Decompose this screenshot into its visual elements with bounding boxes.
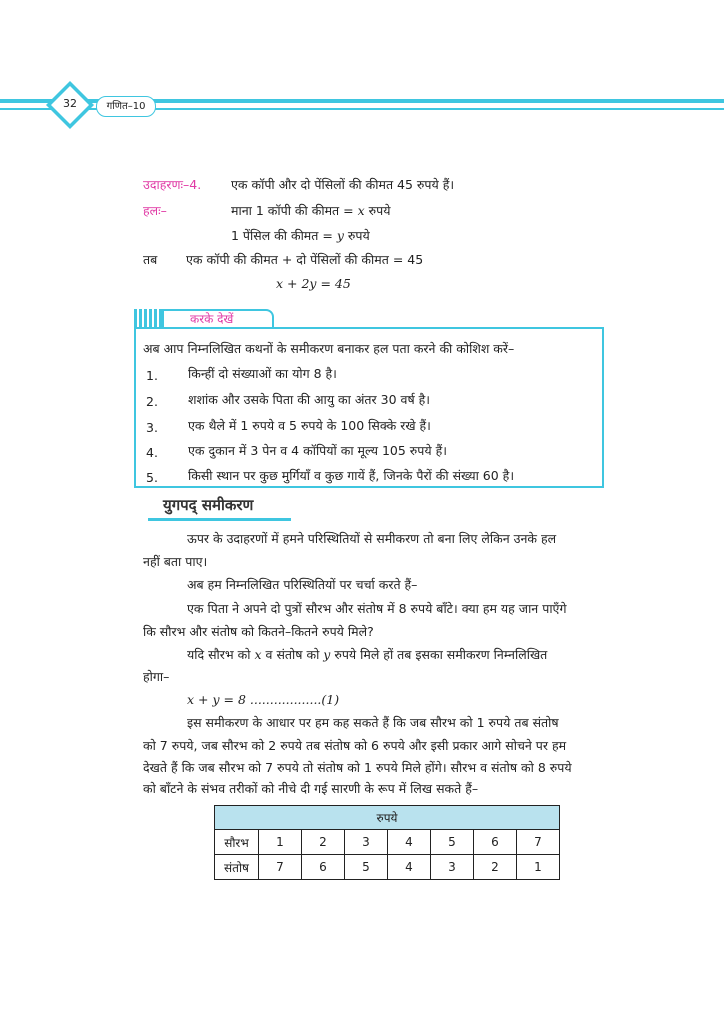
table-cell: 7 — [517, 830, 560, 855]
assumption-line-1 — [231, 203, 391, 219]
table-cell: 5 — [431, 830, 474, 855]
table-cell: 3 — [431, 855, 474, 880]
try-box-title: करके देखें — [162, 309, 274, 328]
table-cell: 6 — [302, 855, 345, 880]
paragraph-2: अब हम निम्नलिखित परिस्थितियों पर चर्चा करते हैं– — [187, 577, 418, 592]
assumption-line-2 — [231, 228, 370, 244]
try-item-text: किसी स्थान पर कुछ मुर्गियाँ व कुछ गायें हैं, जिनके पैरों की संख्या 60 है। — [188, 468, 515, 483]
table-cell: 2 — [302, 830, 345, 855]
example-statement: एक कॉपी और दो पेंसिलों की कीमत 45 रुपये हैं। — [231, 177, 455, 192]
paragraph-1-line-2: नहीं बता पाए। — [143, 554, 208, 569]
table-cell: 4 — [388, 855, 431, 880]
try-item-num: 5. — [146, 470, 158, 485]
paragraph-4-line-1 — [187, 647, 547, 663]
table-cell: 3 — [345, 830, 388, 855]
paragraph-1-line-1: ऊपर के उदाहरणों में हमने परिस्थितियों से समीकरण तो बना लिए लेकिन उनके हल — [187, 531, 557, 546]
var-y: y — [323, 647, 331, 662]
row-label: संतोष — [215, 855, 259, 880]
equation-1: x + y = 8 ..................(1) — [187, 692, 340, 707]
try-item-num: 1. — [146, 368, 158, 383]
table-header: रुपये — [215, 806, 560, 830]
p4-text-a: यदि सौरभ को — [187, 647, 251, 662]
equation-x-2y: x + 2y = 45 — [276, 276, 351, 291]
table-cell: 4 — [388, 830, 431, 855]
paragraph-5-line-4: को बाँटने के संभव तरीकों को नीचे दी गई सारणी के रूप में लिख सकते हैं– — [143, 781, 479, 796]
try-item-num: 2. — [146, 394, 158, 409]
assumption-1-unit: रुपये — [368, 203, 391, 218]
paragraph-3-line-2: कि सौरभ और संतोष को कितने–कितने रुपये मिले? — [143, 624, 374, 639]
assumption-2-text: 1 पेंसिल की कीमत = — [231, 228, 333, 243]
paragraph-5-line-2: को 7 रुपये, जब सौरभ को 2 रुपये तब संतोष को 6 रुपये और इसी प्रकार आगे सोचने पर हम — [143, 738, 567, 753]
try-item-text: शशांक और उसके पिता की आयु का अंतर 30 वर्ष है। — [188, 392, 431, 407]
var-x: x — [254, 647, 262, 662]
then-text: एक कॉपी की कीमत + दो पेंसिलों की कीमत = 45 — [186, 252, 424, 267]
paragraph-3-line-1: एक पिता ने अपने दो पुत्रों सौरभ और संतोष में 8 रुपये बाँटे। क्या हम यह जान पाएँगे — [187, 601, 567, 616]
subject-label: गणित–10 — [96, 96, 156, 117]
distribution-table — [214, 805, 560, 880]
try-item-num: 3. — [146, 420, 158, 435]
try-box-tab — [134, 309, 274, 329]
table-cell: 1 — [259, 830, 302, 855]
section-heading-underline — [148, 518, 291, 521]
assumption-1-text: माना 1 कॉपी की कीमत = — [231, 203, 354, 218]
assumption-2-unit: रुपये — [347, 228, 370, 243]
table-cell: 6 — [474, 830, 517, 855]
try-item-text: एक थैले में 1 रुपये व 5 रुपये के 100 सिक्के रखे हैं। — [188, 418, 431, 433]
try-box-intro: अब आप निम्नलिखित कथनों के समीकरण बनाकर हल पता करने की कोशिश करें– — [143, 341, 515, 356]
paragraph-5-line-1: इस समीकरण के आधार पर हम कह सकते हैं कि जब सौरभ को 1 रुपये तब संतोष — [187, 715, 559, 730]
paragraph-5-line-3: देखते हैं कि जब सौरभ को 7 रुपये तो संतोष को 1 रुपये मिले होंगे। सौरभ व संतोष को 8 रुपये — [143, 760, 572, 775]
table-cell: 2 — [474, 855, 517, 880]
solution-label: हलः– — [143, 203, 167, 218]
var-y: y — [336, 228, 344, 243]
paragraph-4-line-2: होगा– — [143, 669, 170, 684]
table-cell: 5 — [345, 855, 388, 880]
example-label: उदाहरणः–4. — [143, 177, 202, 192]
table-row — [215, 830, 560, 855]
try-item-text: एक दुकान में 3 पेन व 4 कॉपियों का मूल्य 105 रुपये हैं। — [188, 443, 447, 458]
section-heading: युगपद् समीकरण — [163, 496, 254, 514]
p4-text-b: व संतोष को — [265, 647, 320, 662]
table-header-row — [215, 806, 560, 830]
page-number: 32 — [63, 97, 77, 110]
try-item-text: किन्हीं दो संख्याओं का योग 8 है। — [188, 366, 337, 381]
row-label: सौरभ — [215, 830, 259, 855]
var-x: x — [357, 203, 365, 218]
table-cell: 7 — [259, 855, 302, 880]
table-cell: 1 — [517, 855, 560, 880]
then-label: तब — [143, 252, 158, 267]
p4-text-c: रुपये मिले हों तब इसका समीकरण निम्नलिखित — [334, 647, 548, 662]
try-item-num: 4. — [146, 445, 158, 460]
tab-stripes — [134, 309, 162, 329]
table-row — [215, 855, 560, 880]
